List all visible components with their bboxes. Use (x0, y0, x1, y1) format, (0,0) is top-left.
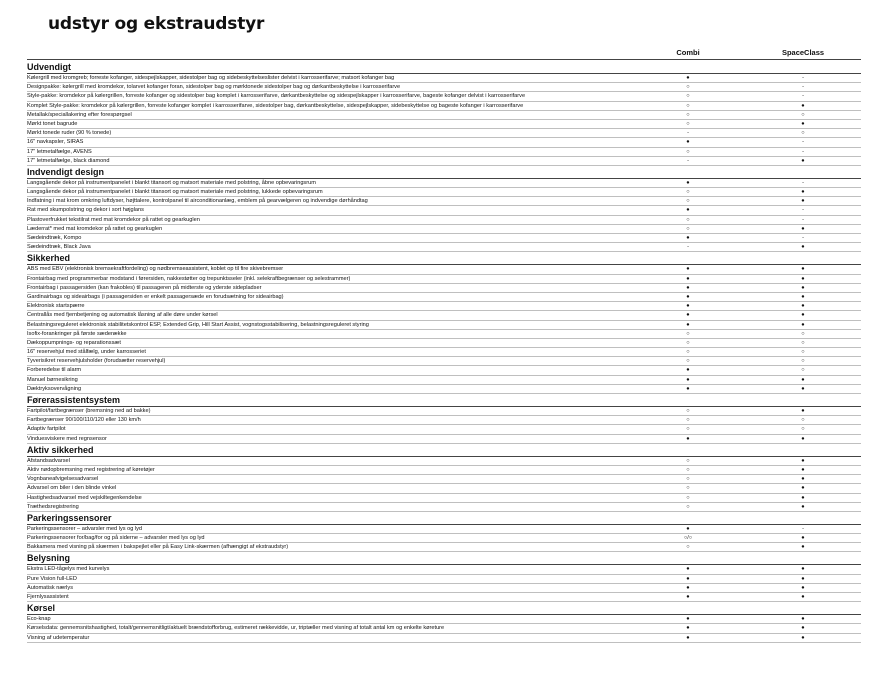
spaceclass-availability: ● (801, 476, 805, 483)
header-divider (27, 59, 861, 60)
table-row (27, 615, 861, 624)
row-label: Pure Vision full-LED (27, 575, 77, 582)
spaceclass-availability: ○ (801, 417, 805, 424)
combi-availability: ○ (686, 225, 690, 232)
table-row (27, 321, 861, 330)
spaceclass-availability: ● (801, 584, 805, 591)
spaceclass-availability: ○ (801, 426, 805, 433)
spaceclass-availability: ● (801, 293, 805, 300)
combi-availability: ● (686, 235, 690, 241)
combi-availability: ○ (686, 457, 690, 464)
table-row (27, 503, 861, 512)
table-row (27, 234, 861, 243)
row-label: Belastningsreguleret elektronisk stabilitetskontrol ESP, Extended Grip, Hill Start Assist, vognstogsstabilisering, belastningsreguleret styring (27, 321, 369, 328)
table-row (27, 83, 861, 92)
combi-availability: ○ (686, 93, 690, 100)
section-title: Belysning (27, 552, 861, 565)
combi-availability: ● (686, 634, 690, 641)
combi-availability: ○ (686, 102, 690, 109)
table-row (27, 525, 861, 534)
section-title: Indvendigt design (27, 166, 861, 179)
spaceclass-availability: ● (801, 244, 805, 251)
row-label: Fjernlysassistent (27, 594, 69, 600)
spaceclass-availability: ● (801, 157, 805, 164)
spaceclass-availability: ● (801, 120, 805, 127)
row-label: Bakkamera med visning på skærmen i bakspejlet eller på Easy Link-skærmen (afhængigt af ekstraudstyr) (27, 544, 289, 551)
combi-availability: ● (686, 525, 690, 532)
combi-availability: ○ (686, 111, 690, 118)
page-title: udstyr og ekstraudstyr (48, 14, 265, 34)
table-row (27, 366, 861, 375)
row-label: Komplet Style-pakke: kromdekor på kølergrillen, forreste kofanger komplet i karrosserifarve, sidestolper bag, dørkantbeskyttelse, sidespejlskapper, sidebeskyttelse og bageste kofanger i karrosserifarve (27, 102, 524, 109)
spaceclass-availability: ○ (801, 130, 805, 137)
spaceclass-availability: ○ (801, 358, 805, 365)
spaceclass-availability: - (802, 93, 804, 100)
row-label: Parkeringssensorer – advarsler med lys og lyd (27, 525, 143, 532)
spaceclass-availability: ● (801, 284, 805, 291)
combi-availability: ● (686, 566, 690, 573)
spaceclass-availability: ● (801, 385, 805, 392)
combi-availability: ● (686, 207, 690, 214)
row-label: Kørselsdata: gennemsnitshastighed, totalt/gennemsnitligt/aktuelt brændstofforbrug, estimeret rækkevidde, ur, triptæller med visning af totalt antal km og enkelte køreture (27, 625, 445, 632)
spaceclass-availability: ● (801, 435, 805, 442)
spaceclass-availability: ● (801, 575, 805, 582)
table-row (27, 339, 861, 348)
combi-availability: ● (686, 376, 690, 383)
spaceclass-availability: ● (801, 376, 805, 383)
spaceclass-availability: - (802, 235, 804, 241)
table-row (27, 243, 861, 252)
table-row (27, 74, 861, 83)
table-row (27, 634, 861, 643)
spaceclass-availability: ● (801, 189, 805, 196)
spaceclass-availability: ● (801, 485, 805, 492)
spaceclass-availability: ● (801, 503, 805, 510)
row-label: Adaptiv fartpilot (27, 426, 66, 433)
table-row (27, 330, 861, 339)
table-row (27, 593, 861, 602)
combi-availability: ○ (686, 485, 690, 492)
combi-availability: ○ (686, 330, 690, 337)
row-label: Manuel børnesikring (27, 376, 78, 383)
spaceclass-availability: ● (801, 625, 805, 632)
row-label: Langsgående dekor på instrumentpanelet i blankt titansort og matsort materiale med polstring, lukkede opbevaringsrum (27, 189, 323, 196)
combi-availability: ○ (686, 198, 690, 205)
spaceclass-availability: ● (801, 303, 805, 310)
spaceclass-availability: ● (801, 275, 805, 282)
combi-availability: ● (686, 584, 690, 591)
row-label: Centrallås med fjernbetjening og automatisk låsning af alle døre under kørsel (27, 312, 218, 319)
table-row (27, 416, 861, 425)
row-label: 17" letmetalfælge, black diamond (27, 157, 110, 164)
table-row (27, 357, 861, 366)
row-label: Visning af udetemperatur (27, 634, 90, 641)
table-row (27, 120, 861, 129)
table-row (27, 311, 861, 320)
section-title: Førerassistentsystem (27, 394, 861, 407)
row-label: Træthedsregistrering (27, 503, 79, 510)
row-label: Vinduesviskere med regnsensor (27, 435, 107, 442)
table-row (27, 293, 861, 302)
table-row (27, 275, 861, 284)
row-label: Metallak/speciallakering efter forespørgsel (27, 111, 132, 118)
row-label: 17" letmetalfælge, AVENS (27, 148, 92, 155)
section-title: Udvendigt (27, 61, 861, 74)
row-label: Tyverisikret reservehjulsholder (forudsætter reservehjul) (27, 358, 166, 365)
spaceclass-availability: - (802, 207, 804, 214)
spaceclass-availability: ● (801, 634, 805, 641)
table-row (27, 265, 861, 274)
combi-availability: ● (686, 139, 690, 146)
spaceclass-availability: - (802, 84, 804, 91)
combi-availability: ● (686, 284, 690, 291)
combi-availability: ● (686, 435, 690, 442)
row-label: Parkeringssensorer for/bag/for og på siderne – advarsler med lys og lyd (27, 535, 205, 542)
table-row (27, 376, 861, 385)
row-label: Mørkt tonet bagrude (27, 120, 78, 127)
spaceclass-availability: ● (801, 102, 805, 109)
row-label: Indfatning i mat krom omkring luftdyser, højttalere, kontrolpanel til airconditionanlæg, emblem på gearvælgeren og indvendige dørhåndtag (27, 198, 368, 205)
column-header-combi: Combi (676, 48, 700, 57)
row-label: Hastighedsadvarsel med vejskiltegenkendelse (27, 494, 142, 501)
spaceclass-availability: ● (801, 566, 805, 573)
combi-availability: ● (686, 321, 690, 328)
combi-availability: ○/○ (683, 535, 693, 542)
table-row (27, 138, 861, 147)
table-row (27, 92, 861, 101)
row-label: Sædeindtræk, Kompo (27, 235, 82, 241)
table-row (27, 584, 861, 593)
combi-availability: - (687, 157, 689, 164)
table-row (27, 206, 861, 215)
combi-availability: ○ (686, 408, 690, 414)
row-label: 16" reservehjul med stålfælg, under karrosseriet (27, 349, 146, 356)
combi-availability: ● (686, 266, 690, 273)
section-title: Parkeringssensorer (27, 512, 861, 525)
row-label: Dæktryksovervågning (27, 385, 82, 392)
table-row (27, 148, 861, 157)
spaceclass-availability: ● (801, 594, 805, 600)
row-label: Eco-knap (27, 616, 51, 623)
spaceclass-availability: ● (801, 466, 805, 473)
row-label: Fartbegrænser 90/100/110/120 eller 130 km/h (27, 417, 141, 424)
row-label: Frontairbag i passagersiden (kan frakobles) til passageren på midterste og yderste sidepladser (27, 284, 262, 291)
combi-availability: ○ (686, 148, 690, 155)
combi-availability: ● (686, 575, 690, 582)
table-row (27, 484, 861, 493)
row-label: Automatisk nærlys (27, 584, 74, 591)
row-label: Læderrat* med mat kromdekor på rattet og gearkuglen (27, 225, 163, 232)
spaceclass-availability: - (802, 216, 804, 223)
spaceclass-availability: - (802, 179, 804, 186)
spaceclass-availability: ● (801, 198, 805, 205)
spaceclass-availability: ● (801, 457, 805, 464)
combi-availability: ● (686, 293, 690, 300)
row-label: Afstandsadvarsel (27, 457, 70, 464)
combi-availability: ○ (686, 189, 690, 196)
row-label: Rat med skumpolstring og dekor i sort højglans (27, 207, 144, 214)
row-label: Isofix-forankringer på første sæderække (27, 330, 127, 337)
row-label: Designpakke: kølergrill med kromdekor, tolarvet kofanger foran, sidestolper bag og mørktonede sidestolper bag og dørkantbeskyttelse i karrosserifarve (27, 84, 401, 91)
combi-availability: - (687, 130, 689, 137)
combi-availability: ○ (686, 120, 690, 127)
spaceclass-availability: ○ (801, 111, 805, 118)
equipment-table (27, 61, 861, 643)
section-title: Kørsel (27, 602, 861, 615)
table-row (27, 157, 861, 166)
spaceclass-availability: ● (801, 494, 805, 501)
table-row (27, 575, 861, 584)
table-row (27, 565, 861, 574)
column-header-spaceclass: SpaceClass (781, 48, 825, 57)
table-row (27, 494, 861, 503)
table-row (27, 385, 861, 394)
row-label: Gardinairbags og sideairbags (i passagersiden er enkelt passagersæde en forudsætning for sideairbag) (27, 293, 284, 300)
row-label: Advarsel om biler i den blinde vinkel (27, 485, 117, 492)
spaceclass-availability: ● (801, 312, 805, 319)
row-label: Fartpilot/fartbegrænser (bremsning ned ad bakke) (27, 408, 151, 414)
table-row (27, 129, 861, 138)
combi-availability: ● (686, 303, 690, 310)
combi-availability: ● (686, 312, 690, 319)
spaceclass-availability: ● (801, 535, 805, 542)
table-row (27, 466, 861, 475)
row-label: Vognbaneafvigelsesadvarsel (27, 476, 99, 483)
table-row (27, 284, 861, 293)
combi-availability: ○ (686, 503, 690, 510)
row-label: Forberedelse til alarm (27, 367, 82, 374)
spaceclass-availability: - (802, 148, 804, 155)
row-label: Sædeindtræk, Black Java (27, 244, 91, 251)
table-row (27, 435, 861, 444)
combi-availability: ○ (686, 544, 690, 551)
table-row (27, 179, 861, 188)
combi-availability: ○ (686, 358, 690, 365)
combi-availability: - (687, 244, 689, 251)
row-label: Plastoverfrukket tekstilrat med mat kromdekor på rattet og gearkuglen (27, 216, 200, 223)
spaceclass-availability: ● (801, 225, 805, 232)
combi-availability: ● (686, 625, 690, 632)
spaceclass-availability: ● (801, 408, 805, 414)
table-row (27, 543, 861, 552)
row-label: Ekstra LED-tågelys med kurvelys (27, 566, 110, 573)
spaceclass-availability: ● (801, 616, 805, 623)
combi-availability: ○ (686, 476, 690, 483)
row-label: Dækoppumpnings- og reparationssæt (27, 339, 121, 346)
row-label: Kølergrill med kromgreb; forreste kofanger, sidespejlskapper, sidestolper bag og sidebeskyttelseslister delvist i karrosserifarve; matsort kofanger bag (27, 75, 395, 81)
combi-availability: ○ (686, 349, 690, 356)
table-row (27, 188, 861, 197)
combi-availability: ● (686, 594, 690, 600)
table-row (27, 475, 861, 484)
row-label: Mørkt tonede ruder (90 % tonede) (27, 130, 112, 137)
table-row (27, 534, 861, 543)
row-label: Style-pakke: kromdekor på kølergrillen, forreste kofanger og sidestolper bag komplet i karrosserifarve, dørkantbeskyttelse og sidespejlskapper i karrosserifarve, bageste kofanger delvist i karrosserifarve (27, 93, 526, 100)
combi-availability: ● (686, 275, 690, 282)
combi-availability: ○ (686, 494, 690, 501)
spaceclass-availability: ● (801, 321, 805, 328)
combi-availability: ○ (686, 417, 690, 424)
combi-availability: ○ (686, 339, 690, 346)
table-row (27, 624, 861, 633)
row-label: ABS med EBV (elektronisk bremsekraftfordeling) og nødbremseassistent, koblet op til fire skivebremser (27, 266, 284, 273)
combi-availability: ● (686, 385, 690, 392)
row-label: Aktiv nødopbremsning med registrering af køretøjer (27, 466, 155, 473)
table-row (27, 102, 861, 111)
combi-availability: ○ (686, 216, 690, 223)
combi-availability: ● (686, 616, 690, 623)
table-row (27, 348, 861, 357)
spaceclass-availability: ● (801, 266, 805, 273)
combi-availability: ● (686, 179, 690, 186)
section-title: Aktiv sikkerhed (27, 444, 861, 457)
combi-availability: ○ (686, 466, 690, 473)
combi-availability: ○ (686, 84, 690, 91)
row-label: Langsgående dekor på instrumentpanelet i blankt titansort og matsort materiale med polstring, åbne opbevaringsrum (27, 179, 316, 186)
spaceclass-availability: ○ (801, 367, 805, 374)
table-row (27, 197, 861, 206)
spaceclass-availability: ● (801, 544, 805, 551)
combi-availability: ● (686, 367, 690, 374)
spaceclass-availability: ○ (801, 339, 805, 346)
section-title: Sikkerhed (27, 252, 861, 265)
table-row (27, 407, 861, 416)
row-label: 16" navkapsler, SIRAS (27, 139, 84, 146)
spaceclass-availability: - (802, 139, 804, 146)
table-row (27, 225, 861, 234)
spaceclass-availability: ○ (801, 349, 805, 356)
table-row (27, 457, 861, 466)
combi-availability: ○ (686, 426, 690, 433)
row-label: Elektronisk startspærre (27, 303, 85, 310)
row-label: Frontairbag med programmerbar modstand i førersiden, nakkestøtter og trepunktsseler (inkl. selekraftbegrænser og selestrammer) (27, 275, 351, 282)
table-row (27, 302, 861, 311)
combi-availability: ● (686, 75, 690, 81)
table-row (27, 425, 861, 434)
spaceclass-availability: - (802, 75, 804, 81)
table-row (27, 216, 861, 225)
spaceclass-availability: - (802, 525, 804, 532)
table-row (27, 111, 861, 120)
spaceclass-availability: ○ (801, 330, 805, 337)
